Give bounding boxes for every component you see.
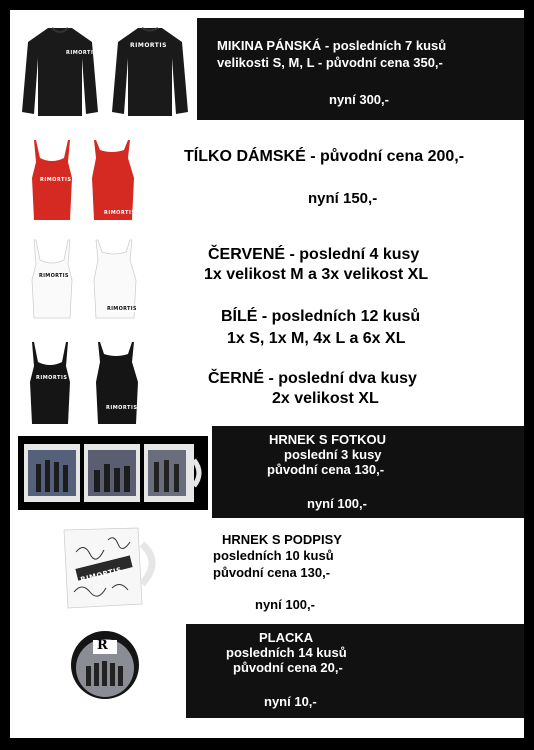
photo-mug-price: nyní 100,- xyxy=(307,496,367,511)
cervene-title: ČERVENÉ - poslední 4 kusy xyxy=(208,246,420,263)
banner-photo-mug xyxy=(212,426,524,518)
badge-original-price: původní cena 20,- xyxy=(233,660,343,675)
banner-mikina xyxy=(197,18,524,120)
cervene-sizes: 1x velikost M a 3x velikost XL xyxy=(204,266,429,283)
mikina-price: nyní 300,- xyxy=(329,92,389,107)
red-tank-back-print: RIMORTIS xyxy=(104,210,136,216)
photo-mug-original-price: původní cena 130,- xyxy=(267,462,385,477)
banner-badge xyxy=(186,624,524,718)
photo-mug-2 xyxy=(84,444,140,502)
photo-mug-stock: poslední 3 kusy xyxy=(284,447,382,462)
photo-mug-3 xyxy=(144,444,199,502)
signature-mug-print: RIMORTIS xyxy=(79,565,123,585)
badge-stock: posledních 14 kusů xyxy=(226,645,347,660)
signature-mug-original-price: původní cena 130,- xyxy=(213,565,331,580)
sweatshirt-front-print: RIMORTIS xyxy=(66,50,98,56)
black-tank-back-print: RIMORTIS xyxy=(106,405,138,411)
sweatshirt-front xyxy=(22,28,98,116)
black-tank-front-print: RIMORTIS xyxy=(36,375,68,381)
red-tank-front-print: RIMORTIS xyxy=(40,177,72,183)
signature-mug-title: HRNEK S PODPISY xyxy=(222,532,342,547)
badge-title: PLACKA xyxy=(259,630,314,645)
photo-mug-images xyxy=(22,440,204,506)
tilko-title: TÍLKO DÁMSKÉ - původní cena 200,- xyxy=(184,148,465,165)
black-tank-front xyxy=(30,342,70,424)
bile-sizes: 1x S, 1x M, 4x L a 6x XL xyxy=(227,330,406,347)
signature-mug-stock: posledních 10 kusů xyxy=(213,548,334,563)
badge-price: nyní 10,- xyxy=(264,694,317,709)
bile-title: BÍLÉ - posledních 12 kusů xyxy=(221,308,421,325)
photo-mug-1 xyxy=(24,444,80,502)
black-tank-back xyxy=(96,342,138,424)
badge-logo-letter: R xyxy=(97,638,108,653)
signature-mug-price: nyní 100,- xyxy=(255,597,315,612)
black-tank-images xyxy=(24,340,144,426)
white-tank-front xyxy=(32,240,72,318)
sweatshirt-images xyxy=(14,18,194,118)
mikina-title: MIKINA PÁNSKÁ - posledních 7 kusů xyxy=(217,38,447,53)
tilko-price: nyní 150,- xyxy=(308,190,378,207)
price-sheet xyxy=(10,10,524,738)
mikina-sizes: velikosti S, M, L - původní cena 350,- xyxy=(217,55,443,70)
red-tank-back xyxy=(92,140,134,220)
white-tank-back-print: RIMORTIS xyxy=(107,306,137,312)
cerne-sizes: 2x velikost XL xyxy=(272,390,379,407)
photo-mug-strip xyxy=(18,436,208,510)
white-tank-front-print: RIMORTIS xyxy=(39,273,69,279)
sweatshirt-back-print: RIMORTIS xyxy=(130,42,167,49)
cerne-title: ČERNÉ - poslední dva kusy xyxy=(208,370,417,387)
photo-mug-title: HRNEK S FOTKOU xyxy=(269,432,386,447)
